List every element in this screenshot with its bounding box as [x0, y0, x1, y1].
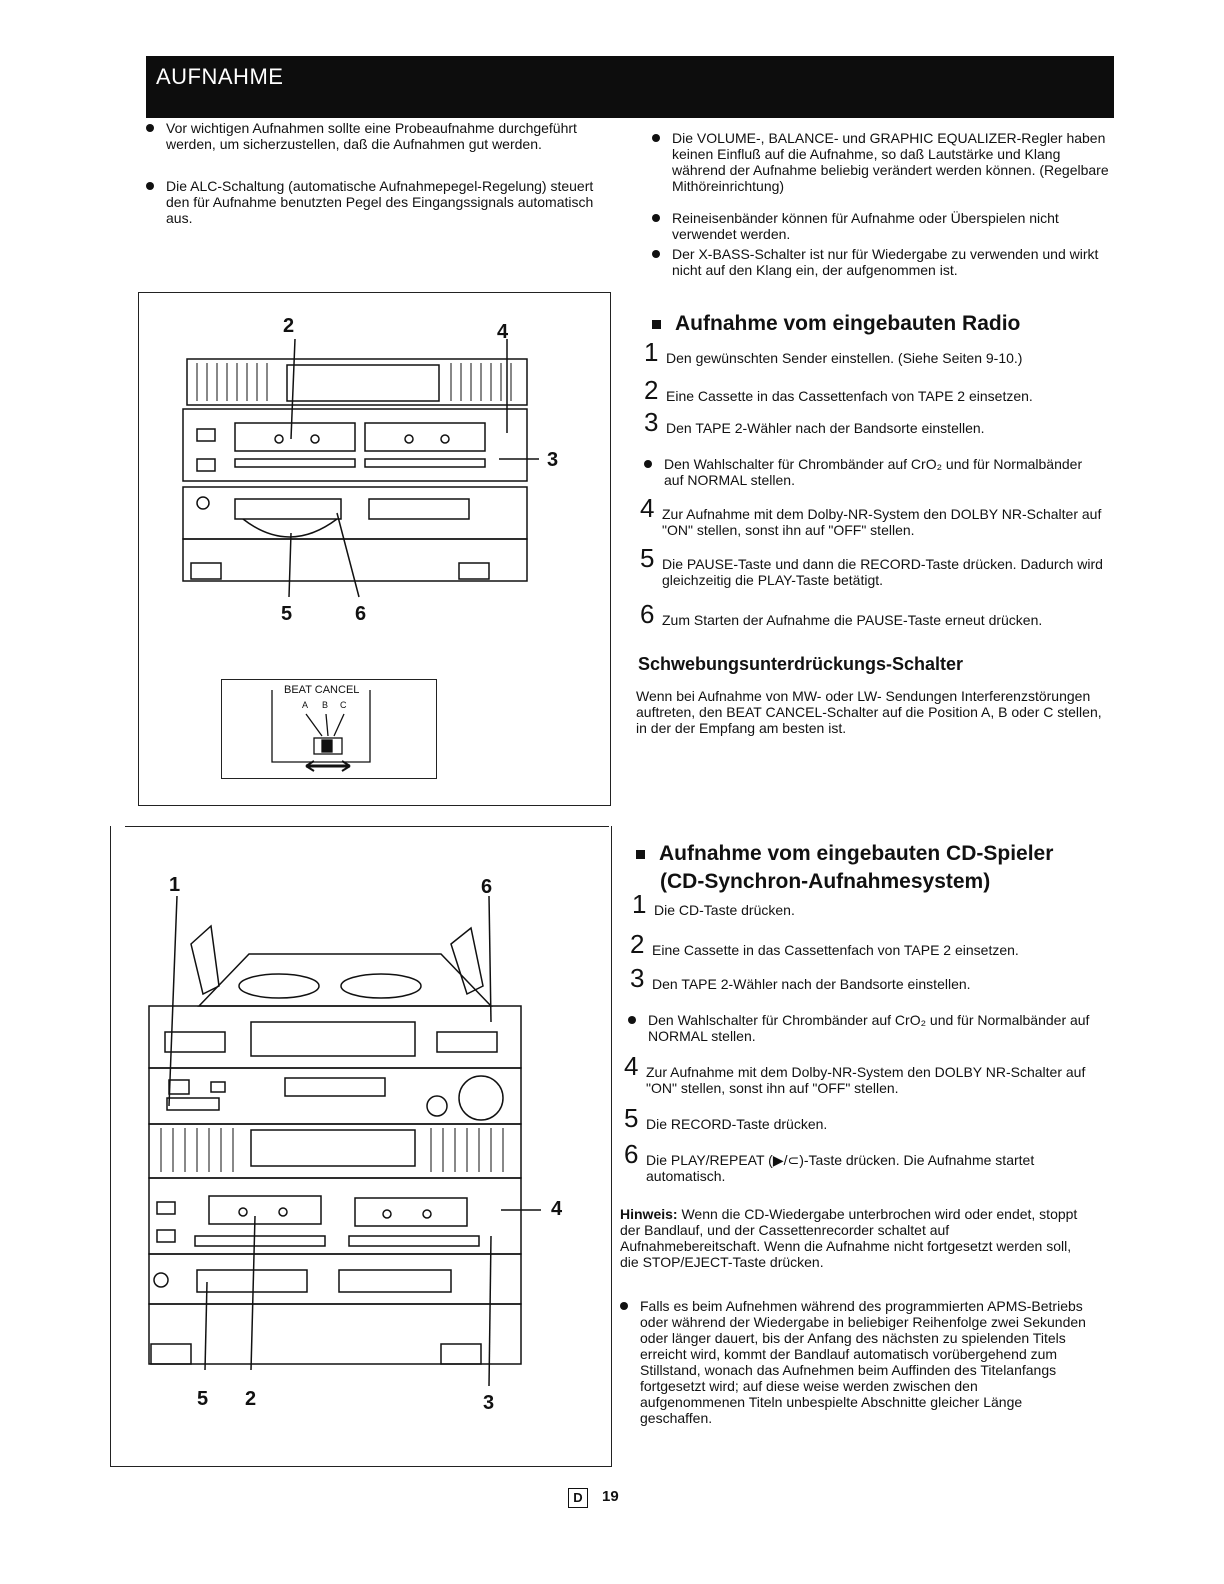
cd-bullet-2: Falls es beim Aufnehmen während des programmierten APMS-Betriebs oder während der Wiedergabe in beliebiger Reihenfolge zwei Sekunden oder länger dauert, bis der Anfang des nächsten zu spielenden Titels erreicht wird, kommt der Bandlauf automatisch vorübergehend zum Stillstand, wonach das Aufnehmen beim Auffinden des Titelanfangs fortgesetzt wird; auf diese weise werden zwischen den aufgenommenen Titeln unbespielte Abschnitte gleicher Länge geschaffen. [620, 1298, 1086, 1426]
language-badge: D [568, 1488, 588, 1508]
cd-note [620, 1206, 1086, 1270]
section-header [146, 56, 1114, 118]
intro-right-bullet-3: Der X-BASS-Schalter ist nur für Wiedergabe zu verwenden und wirkt nicht auf den Klang ein, der aufgenommen ist. [652, 246, 1114, 278]
radio-step-5: 5 Die PAUSE-Taste und dann die RECORD-Taste drücken. Dadurch wird gleichzeitig die PLAY-Taste betätigt. [640, 543, 1103, 588]
cd-step-5: 5 Die RECORD-Taste drücken. [624, 1103, 828, 1133]
intro-right-bullet-1: Die VOLUME-, BALANCE- und GRAPHIC EQUALIZER-Regler haben keinen Einfluß auf die Aufnahme, so daß Lautstärke und Klang während der Aufnahme beliebig verändert werden können. (Regelbare Mithöreinrichtung) [652, 130, 1114, 194]
intro-left-bullet-1: Vor wichtigen Aufnahmen sollte eine Probeaufnahme durchgeführt werden, um sicherzustellen, daß die Aufnahmen gut werden. [146, 120, 616, 152]
radio-step-2: 2 Eine Cassette in das Cassettenfach von TAPE 2 einsetzen. [644, 375, 1033, 405]
intro-right-bullet-2: Reineisenbänder können für Aufnahme oder Überspielen nicht verwendet werden. [652, 210, 1114, 242]
page-number: 19 [602, 1488, 619, 1505]
intro-left-bullet-2: Die ALC-Schaltung (automatische Aufnahmepegel-Regelung) steuert den für Aufnahme benutzten Pegel des Eingangssignals automatisch aus. [146, 178, 616, 226]
beat-cancel-inset [221, 679, 437, 779]
callout-5: 5 [281, 603, 293, 625]
cd-callout-6: 6 [481, 876, 493, 898]
radio-step-6: 6 Zum Starten der Aufnahme die PAUSE-Taste erneut drücken. [640, 599, 1043, 629]
cd-heading: Aufnahme vom eingebauten CD-Spieler [636, 842, 1053, 866]
beat-pos-b: B [322, 700, 329, 710]
cd-heading-line2: (CD-Synchron-Aufnahmesystem) [660, 870, 991, 893]
radio-step-1: 1 Den gewünschten Sender einstellen. (Siehe Seiten 9-10.) [644, 337, 1023, 367]
cd-step-4: 4 Zur Aufnahme mit dem Dolby-NR-System den DOLBY NR-Schalter auf "ON" stellen, sonst ihn auf "OFF" stellen. [624, 1051, 1086, 1096]
beat-switch-icon [222, 680, 436, 778]
cd-step-6: 6 Die PLAY/REPEAT (▶/⊂)-Taste drücken. Die Aufnahme startet automatisch. [624, 1139, 1035, 1184]
callout-4: 4 [497, 321, 509, 343]
note-label: Hinweis: [620, 1206, 678, 1222]
cd-callout-2: 2 [245, 1388, 257, 1410]
cd-callout-1: 1 [169, 874, 181, 896]
cd-callout-4: 4 [551, 1198, 563, 1220]
section-title: AUFNAHME [156, 64, 284, 89]
radio-bullet: Den Wahlschalter für Chrombänder auf CrO₂ und für Normalbänder auf NORMAL stellen. [644, 456, 1104, 488]
figure-cd-recording [110, 826, 612, 1467]
radio-heading: Aufnahme vom eingebauten Radio [652, 312, 1020, 336]
callout-6: 6 [355, 603, 367, 625]
beat-cancel-text: Wenn bei Aufnahme von MW- oder LW- Sendungen Interferenzstörungen auftreten, den BEAT CANCEL-Schalter auf die Position A, B oder C stellen, in der der Empfang am besten ist. [636, 688, 1102, 736]
figure-radio-recording [138, 292, 611, 806]
radio-step-4: 4 Zur Aufnahme mit dem Dolby-NR-System den DOLBY NR-Schalter auf "ON" stellen, sonst ihn auf "OFF" stellen. [640, 493, 1102, 538]
beat-cancel-heading: Schwebungsunterdrückungs-Schalter [638, 654, 964, 674]
beat-pos-a: A [302, 700, 309, 710]
beat-pos-c: C [340, 700, 347, 710]
beat-cancel-label: BEAT CANCEL [284, 684, 360, 696]
note-text: Wenn die CD-Wiedergabe unterbrochen wird oder endet, stoppt der Bandlauf, und der Cassettenrecorder schaltet auf Aufnahmebereitschaft. Wenn die Aufnahme nicht fortgesetzt werden soll, die STOP/EJECT-Taste drücken. [620, 1206, 1078, 1270]
cd-step-1: 1 Die CD-Taste drücken. [632, 889, 795, 919]
cd-step-2: 2 Eine Cassette in das Cassettenfach von TAPE 2 einsetzen. [630, 929, 1019, 959]
cd-step-3: 3 Den TAPE 2-Wähler nach der Bandsorte einstellen. [630, 963, 971, 993]
cd-system-illustration [111, 826, 611, 1466]
radio-step-3: 3 Den TAPE 2-Wähler nach der Bandsorte einstellen. [644, 407, 985, 437]
callout-3: 3 [547, 449, 559, 471]
callout-2: 2 [283, 315, 295, 337]
cd-bullet: Den Wahlschalter für Chrombänder auf CrO₂ und für Normalbänder auf NORMAL stellen. [628, 1012, 1092, 1044]
cd-callout-5: 5 [197, 1388, 209, 1410]
cd-callout-3: 3 [483, 1392, 495, 1414]
